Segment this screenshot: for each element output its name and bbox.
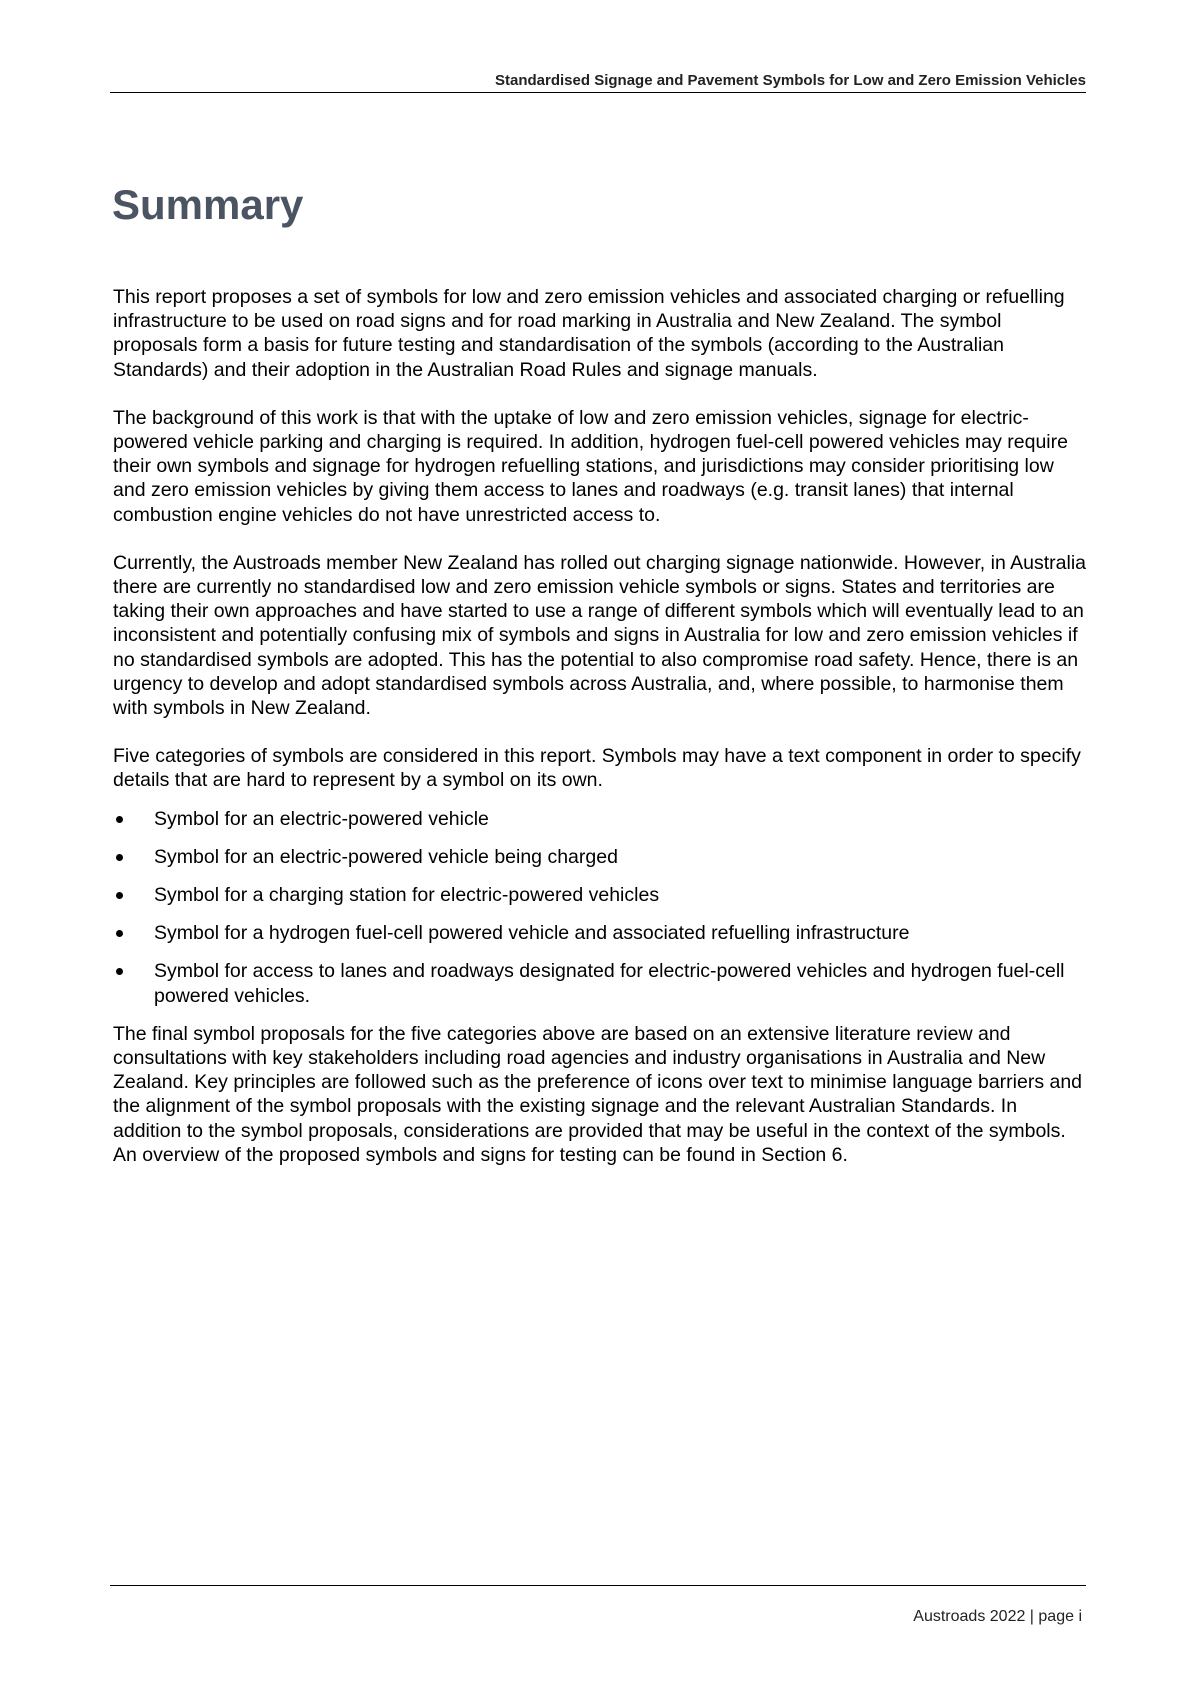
page-number-label: Austroads 2022 | page i (913, 1608, 1082, 1625)
paragraph-categories: Five categories of symbols are considered in this report. Symbols may have a text component in order to specify details that are hard to represent by a symbol on its own. (113, 745, 1081, 792)
symbol-category-list (113, 807, 1088, 1008)
page-title: Summary (112, 181, 304, 228)
list-item-text: Symbol for a hydrogen fuel-cell powered vehicle and associated refuelling infrastructure (154, 922, 910, 945)
header-divider (110, 92, 1086, 93)
list-item (113, 845, 1088, 869)
list-item (113, 883, 1088, 907)
running-header: Standardised Signage and Pavement Symbols for Low and Zero Emission Vehicles (495, 72, 1086, 89)
bullet-icon (116, 930, 123, 937)
list-item-text: Symbol for a charging station for electric-powered vehicles (154, 884, 660, 907)
list-item-text: Symbol for an electric-powered vehicle (154, 807, 489, 830)
footer-divider (110, 1585, 1086, 1586)
list-item (113, 807, 1088, 831)
list-item (113, 959, 1088, 1007)
paragraph-current-state: Currently, the Austroads member New Zealand has rolled out charging signage nationwide. However, in Australia there are currently no standardised low and zero emission vehicle symbols or signs. States and territories are taking their own approaches and have started to use a range of different symbols which will eventually lead to an inconsistent and potentially confusing mix of symbols and signs in Australia for low and zero emission vehicles if no standardised symbols are adopted. This has the potential to also compromise road safety. Hence, there is an urgency to develop and adopt standardised symbols across Australia, and, where possible, to harmonise them with symbols in New Zealand. (113, 551, 1087, 720)
paragraph-intro: This report proposes a set of symbols for low and zero emission vehicles and associated charging or refuelling infrastructure to be used on road signs and for road marking in Australia and New Zealand. The symbol proposals form a basis for future testing and standardisation of the symbols (according to the Australian Standards) and their adoption in the Australian Road Rules and signage manuals. (113, 286, 1065, 381)
summary-body (113, 285, 1088, 1191)
bullet-icon (116, 816, 123, 823)
bullet-icon (116, 968, 123, 975)
bullet-icon (116, 892, 123, 899)
list-item-text: Symbol for an electric-powered vehicle being charged (154, 845, 618, 868)
paragraph-conclusion: The final symbol proposals for the five categories above are based on an extensive literature review and consultations with key stakeholders including road agencies and industry organisations in Australia and New Zealand. Key principles are followed such as the preference of icons over text to minimise language barriers and the alignment of the symbol proposals with the existing signage and the relevant Australian Standards. In addition to the symbol proposals, considerations are provided that may be useful in the context of the symbols. An overview of the proposed symbols and signs for testing can be found in Section 6. (113, 1022, 1083, 1166)
list-item-text: Symbol for access to lanes and roadways designated for electric-powered vehicles and hydrogen fuel-cell powered vehicles. (154, 960, 1065, 1007)
bullet-icon (116, 854, 123, 861)
paragraph-background: The background of this work is that with the uptake of low and zero emission vehicles, signage for electric-powered vehicle parking and charging is required. In addition, hydrogen fuel-cell powered vehicles may require their own symbols and signage for hydrogen refuelling stations, and jurisdictions may consider prioritising low and zero emission vehicles by giving them access to lanes and roadways (e.g. transit lanes) that internal combustion engine vehicles do not have unrestricted access to. (113, 406, 1068, 526)
list-item (113, 921, 1088, 945)
